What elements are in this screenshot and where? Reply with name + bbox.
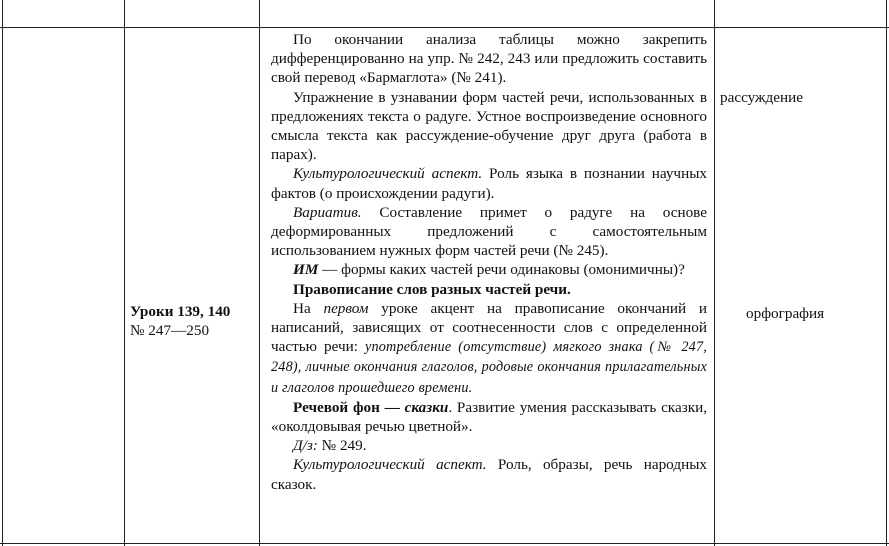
column-border <box>124 0 125 546</box>
paragraph: На первом уроке акцент на правописание окончаний и написаний, зависящих от соотнесенности слов с определенной частью речи: употребление (отсутствие) мягкого знака (№ 247, 248), личные окончания глаголов, родовые окончания прилагательных и глаголов прошедшего времени. <box>271 299 707 396</box>
lesson-title: Уроки 139, 140 <box>130 303 231 320</box>
paragraph: Вариатив. Составление примет о радуге на основе деформированных предложений с самостоятельным использованием нужных форм частей речи (№ 245). <box>271 203 707 260</box>
paragraph: Упражнение в узнавании форм частей речи, использованных в предложениях текста о радуге. Устное воспроизведение основного смысла текста как рассуждение-обучение друг друга (работа в парах). <box>271 88 707 164</box>
paragraph: Культурологический аспект. Роль языка в познании научных фактов (о происхождении радуги). <box>271 165 707 202</box>
column-border <box>259 0 260 546</box>
paragraph: Д/з: № 249. <box>293 437 367 455</box>
text-type-orthography: орфография <box>746 305 825 322</box>
row-border <box>0 27 889 28</box>
paragraph <box>271 280 707 299</box>
lesson-cell <box>130 302 255 340</box>
speech-background-label: Речевой фон — <box>293 398 405 416</box>
column-border <box>2 0 3 546</box>
im-label: ИМ <box>293 261 319 279</box>
aspect-label: Культурологический аспект. <box>293 165 483 183</box>
emphasis-text: употребление (отсутствие) мягкого знака (№ 247, 248), личные окончания глаголов, родовые окончания прилагательных и глаголов прошедшего времени. <box>271 339 707 396</box>
variative-label: Вариатив. <box>293 203 362 221</box>
paragraph: По окончании анализа таблицы можно закрепить дифференцированно на упр. № 242, 243 или предложить составить свой перевод «Бармаглота» (№ 241). <box>271 31 707 87</box>
homework-label: Д/з: <box>293 437 318 455</box>
paragraph: Речевой фон — сказки. Развитие умения рассказывать сказки, «околдовывая речью цветной». <box>271 398 708 436</box>
lesson-exercise-numbers: № 247—250 <box>130 322 210 340</box>
paragraph: ИМ — формы каких частей речи одинаковы (омонимичны)? <box>293 261 685 279</box>
text-type-reasoning: рассуждение <box>720 89 803 106</box>
row-border <box>0 543 889 544</box>
aspect-label: Культурологический аспект. <box>293 456 487 474</box>
paragraph: Культурологический аспект. Роль, образы, речь народных сказок. <box>271 456 707 493</box>
column-border <box>886 0 887 546</box>
lesson-content-cell <box>271 30 707 494</box>
section-heading: Правописание слов разных частей речи. <box>293 280 571 298</box>
column-border <box>714 0 715 546</box>
